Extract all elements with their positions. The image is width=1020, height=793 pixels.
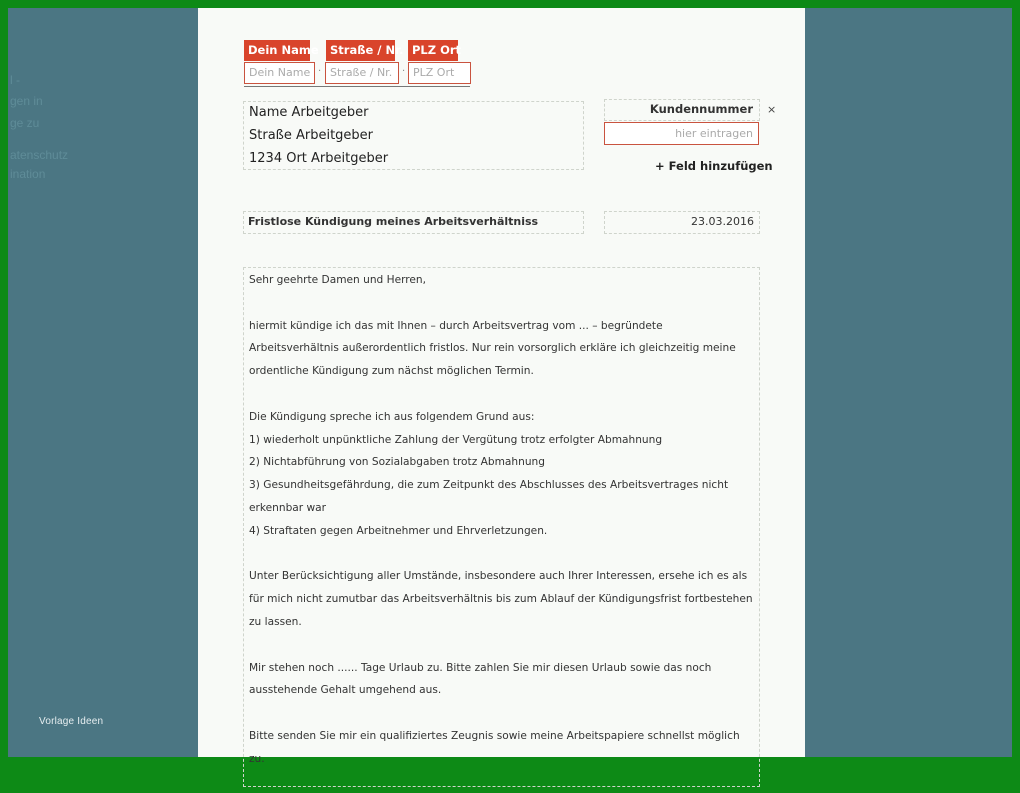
close-icon[interactable]: × (767, 103, 777, 116)
letter-body-text (249, 269, 757, 793)
letter-paragraph: Die Kündigung spreche ich aus folgendem Grund aus: 1) wiederholt unpünktliche Zahlung der Vergütung trotz erfolgter Abmahnung 2) Nichtabführung von Sozialabgaben trotz Abmahnung 3) Gesundheitsgefährdung, die zum Zeitpunkt des Abschlusses des Arbeitsvertrages nicht erkennbar war 4) Straftaten gegen Arbeitnehmer und Ehrverletzungen. (249, 410, 729, 537)
employer-street: Straße Arbeitgeber (249, 128, 374, 143)
letter-paragraph: Bitte senden Sie mir ein qualifiziertes Zeugnis sowie meine Arbeitspapiere schnellst möglich zu. (249, 729, 740, 765)
sidebar-fragment: ination (10, 167, 46, 181)
sender-city-tag: PLZ Ort (408, 40, 458, 61)
employer-address-field[interactable] (243, 101, 584, 170)
customer-number-label: Kundennummer (649, 102, 753, 116)
date-field[interactable] (604, 211, 760, 234)
sidebar-fragment: l - (10, 73, 20, 87)
sender-underline (244, 86, 470, 87)
sender-separator: · (402, 66, 406, 77)
add-field-button[interactable]: + Feld hinzufügen (655, 159, 773, 173)
watermark-text: Vorlage Ideen (39, 716, 104, 727)
subject-text: Fristlose Kündigung meines Arbeitsverhältniss (248, 215, 539, 228)
sender-separator: · (318, 66, 322, 77)
sender-name-input[interactable]: Dein Name (244, 62, 315, 84)
date-text: 23.03.2016 (691, 215, 754, 228)
sender-city-input[interactable]: PLZ Ort (408, 62, 471, 84)
sidebar-fragment: atenschutz (10, 148, 69, 162)
sidebar-fragment: ge zu (10, 116, 40, 130)
letter-page (198, 8, 805, 765)
sender-street-input[interactable]: Straße / Nr. (325, 62, 399, 84)
letter-paragraph: hiermit kündige ich das mit Ihnen – durch Arbeitsvertrag vom ... – begründete Arbeitsverhältnis außerordentlich fristlos. Nur rein vorsorglich erkläre ich gleichzeitig meine ordentliche Kündigung zum nächst möglichen Termin. (249, 319, 736, 378)
letter-paragraph: Sehr geehrte Damen und Herren, (249, 274, 427, 286)
sender-name-tag: Dein Name (244, 40, 310, 61)
customer-number-input[interactable]: hier eintragen (604, 122, 759, 145)
customer-number-label-field[interactable] (604, 99, 760, 121)
letter-paragraph: Unter Berücksichtigung aller Umstände, insbesondere auch Ihrer Interessen, ersehe ich es als für mich nicht zumutbar das Arbeitsverhältnis bis zum Ablauf der Kündigungsfrist fortbestehen zu lassen. (249, 570, 753, 628)
subject-field[interactable] (243, 211, 584, 234)
letter-body-field[interactable] (243, 267, 760, 787)
sidebar-fragment: gen in (10, 94, 43, 108)
app-background (8, 8, 1012, 765)
letter-paragraph: Mir stehen noch ...... Tage Urlaub zu. Bitte zahlen Sie mir diesen Urlaub sowie das noch ausstehende Gehalt umgehend aus. (249, 661, 712, 697)
employer-name: Name Arbeitgeber (249, 105, 369, 120)
sender-street-tag: Straße / Nr. (326, 40, 395, 61)
employer-city: 1234 Ort Arbeitgeber (249, 151, 389, 166)
